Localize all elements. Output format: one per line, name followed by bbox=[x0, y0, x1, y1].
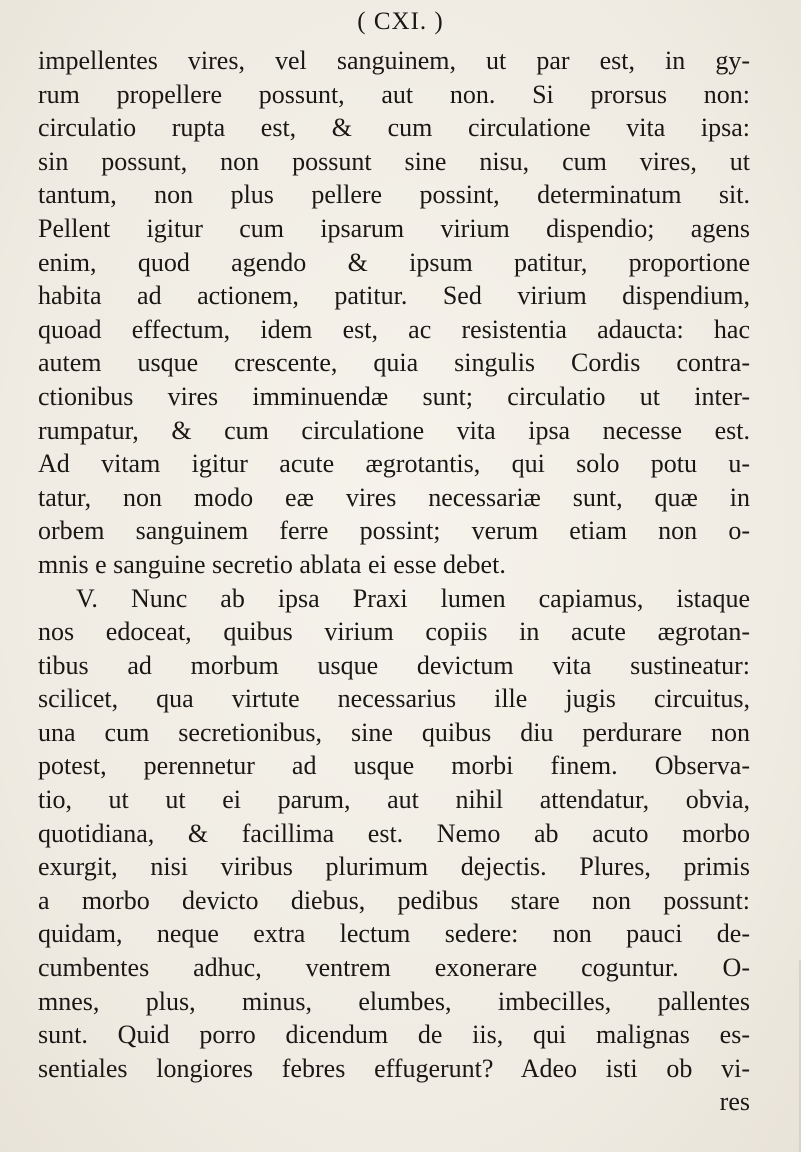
text-line: tantum, non plus pellere possint, determinatum sit. bbox=[38, 180, 750, 210]
text-line: scilicet, qua virtute necessarius ille jugis circuitus, bbox=[38, 684, 750, 714]
text-line: tio, ut ut ei parum, aut nihil attendatur, obvia, bbox=[38, 785, 750, 815]
text-line: nos edoceat, quibus virium copiis in acute ægrotan- bbox=[38, 617, 750, 647]
text-line: quotidiana, & facillima est. Nemo ab acuto morbo bbox=[38, 818, 750, 848]
text-line: sunt. Quid porro dicendum de iis, qui malignas es- bbox=[38, 1020, 750, 1050]
text-line: V. Nunc ab ipsa Praxi lumen capiamus, istaque bbox=[76, 583, 750, 613]
text-line: a morbo devicto diebus, pedibus stare non possunt: bbox=[38, 885, 750, 915]
text-line: sin possunt, non possunt sine nisu, cum vires, ut bbox=[38, 146, 750, 176]
catchword: res bbox=[719, 1087, 750, 1117]
text-line: Ad vitam igitur acute ægrotantis, qui solo potu u- bbox=[38, 449, 750, 479]
text-line: circulatio rupta est, & cum circulatione vita ipsa: bbox=[38, 113, 750, 143]
text-line: rumpatur, & cum circulatione vita ipsa necesse est. bbox=[38, 415, 750, 445]
text-line: mnis e sanguine secretio ablata ei esse debet. bbox=[38, 549, 506, 579]
text-line: sentiales longiores febres effugerunt? Adeo isti ob vi- bbox=[38, 1053, 750, 1083]
text-line: tibus ad morbum usque devictum vita sustineatur: bbox=[38, 650, 750, 680]
page-header: ( CXI. ) bbox=[357, 8, 444, 35]
text-line: una cum secretionibus, sine quibus diu perdurare non bbox=[38, 717, 750, 747]
text-line: habita ad actionem, patitur. Sed virium dispendium, bbox=[38, 281, 750, 311]
text-line: exurgit, nisi viribus plurimum dejectis. Plures, primis bbox=[38, 852, 750, 882]
text-line: potest, perennetur ad usque morbi finem. Observa- bbox=[38, 751, 750, 781]
text-line: orbem sanguinem ferre possint; verum etiam non o- bbox=[38, 516, 750, 546]
text-line: autem usque crescente, quia singulis Cordis contra- bbox=[38, 348, 750, 378]
text-line: tatur, non modo eæ vires necessariæ sunt, quæ in bbox=[38, 482, 750, 512]
text-line: ctionibus vires imminuendæ sunt; circulatio ut inter- bbox=[38, 381, 750, 411]
text-line: Pellent igitur cum ipsarum virium dispendio; agens bbox=[38, 213, 750, 243]
text-line: mnes, plus, minus, elumbes, imbecilles, pallentes bbox=[38, 986, 750, 1016]
text-line: impellentes vires, vel sanguinem, ut par est, in gy- bbox=[38, 46, 750, 75]
text-line: cumbentes adhuc, ventrem exonerare coguntur. O- bbox=[38, 953, 750, 983]
text-line: enim, quod agendo & ipsum patitur, proportione bbox=[38, 247, 750, 277]
text-line: quoad effectum, idem est, ac resistentia adaucta: hac bbox=[38, 314, 750, 344]
body-text bbox=[38, 44, 750, 1119]
text-line: quidam, neque extra lectum sedere: non pauci de- bbox=[38, 919, 750, 949]
text-line: rum propellere possunt, aut non. Si prorsus non: bbox=[38, 79, 750, 109]
